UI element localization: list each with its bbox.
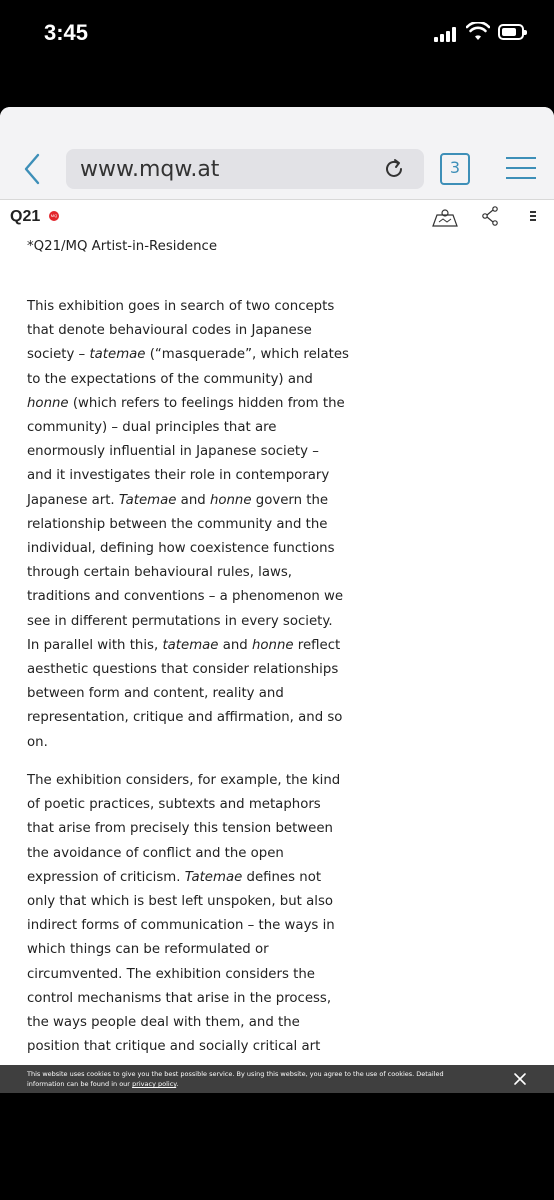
tabs-icon[interactable] (440, 153, 470, 185)
text-line: community) – dual principles that are (27, 420, 277, 436)
text-line: The exhibition considers, for example, the kind (27, 773, 341, 788)
cookie-message: This website uses cookies to give you the best possible service. By using this website, you agree to the use of cookies. Detailed information can be found in our (27, 1070, 444, 1088)
browser-sheet (0, 107, 554, 1093)
tab-count: 3 (449, 158, 461, 177)
status-time: 3:45 (44, 20, 89, 45)
text-line: that denote behavioural codes in Japanese (27, 323, 312, 339)
bottom-area (0, 1093, 554, 1200)
back-icon[interactable] (18, 151, 48, 187)
text-line: honne (which refers to feelings hidden from the (27, 395, 345, 411)
share-icon[interactable] (482, 206, 498, 226)
text-line: to the expectations of the community) and (27, 371, 313, 387)
text-line: representation, critique and affirmation, and so (27, 710, 343, 726)
reload-icon[interactable] (382, 157, 406, 181)
text-line: In parallel with this, tatemae and honne reflect (27, 637, 341, 653)
text-line: traditions and conventions – a phenomenon we (27, 589, 344, 605)
more-icon[interactable] (530, 211, 536, 223)
url-text: www.mqw.at (80, 157, 220, 182)
text-line: indirect forms of communication – the ways in (27, 918, 335, 934)
cellular-signal-icon (434, 26, 460, 42)
text-line: the ways people deal with them, and the (27, 1015, 300, 1031)
status-bar (0, 0, 554, 70)
text-line: that arise from precisely this tension between (27, 821, 333, 837)
text-line: through certain behavioural rules, laws, (27, 565, 293, 581)
text-line: This exhibition goes in search of two concepts (27, 299, 335, 314)
text-line: of poetic practices, subtexts and metaphors (27, 797, 321, 813)
browser-toolbar (0, 107, 554, 200)
text-line: circumvented. The exhibition considers the (27, 966, 315, 982)
privacy-policy-link[interactable]: privacy policy (132, 1080, 177, 1088)
battery-icon (498, 24, 524, 40)
cookie-suffix: . (176, 1080, 179, 1088)
text-line: position that critique and socially critical art (27, 1039, 321, 1055)
paragraph-1 (27, 295, 347, 755)
text-line: expression of criticism. Tatemae defines not (27, 869, 322, 885)
text-line: aesthetic questions that consider relationships (27, 662, 339, 678)
close-icon[interactable] (512, 1071, 528, 1087)
text-line: which things can be reformulated or (27, 942, 269, 958)
text-line: Japanese art. Tatemae and honne govern the (27, 492, 329, 508)
cookie-banner (0, 1065, 554, 1093)
text-line: control mechanisms that arise in the process, (27, 990, 332, 1006)
address-bar[interactable] (66, 149, 424, 189)
text-line: only that which is best left unspoken, but also (27, 894, 334, 910)
site-header (0, 200, 554, 236)
text-line: individual, defining how coexistence functions (27, 541, 335, 557)
paragraph-2 (27, 769, 347, 1059)
wifi-icon (466, 22, 490, 42)
site-logo[interactable]: Q21 (10, 208, 41, 225)
text-line: on. (27, 734, 48, 750)
text-line: relationship between the community and the (27, 516, 328, 532)
mq-badge-icon: MQ (49, 211, 59, 221)
cookie-text (27, 1069, 457, 1089)
text-line: and it investigates their role in contemporary (27, 468, 330, 484)
map-icon[interactable] (432, 208, 458, 228)
text-line: enormously influential in Japanese society – (27, 444, 319, 460)
text-line: see in different permutations in every society. (27, 613, 333, 629)
text-line: the avoidance of conflict and the open (27, 845, 284, 861)
text-line: between form and content, reality and (27, 686, 284, 702)
text-line: society – tatemae (“masquerade”, which relates (27, 347, 349, 363)
menu-icon[interactable] (506, 157, 536, 181)
article-subtitle: *Q21/MQ Artist-in-Residence (27, 239, 217, 254)
